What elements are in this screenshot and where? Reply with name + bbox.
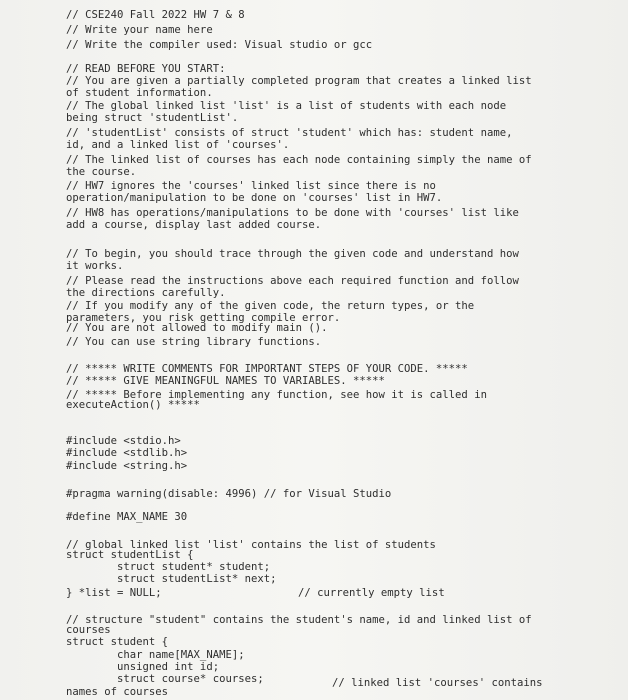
code-line: // HW8 has operations/manipulations to be done with 'courses' list like <box>66 207 519 219</box>
code-line: operation/manipulation to be done on 'courses' list in HW7. <box>66 192 443 204</box>
code-line: } *list = NULL; <box>66 587 162 599</box>
code-line: // ***** WRITE COMMENTS FOR IMPORTANT STEPS OF YOUR CODE. ***** <box>66 363 468 375</box>
code-line: executeAction() ***** <box>66 399 200 411</box>
code-line: courses <box>66 624 111 636</box>
code-line: parameters, you risk getting compile error. <box>66 312 341 324</box>
code-line: id, and a linked list of 'courses'. <box>66 139 290 151</box>
code-line: // You are given a partially completed program that creates a linked list <box>66 75 532 87</box>
code-line: // Please read the instructions above each required function and follow <box>66 275 519 287</box>
code-line: struct course* courses; <box>66 673 264 685</box>
code-line: #define MAX_NAME 30 <box>66 511 188 523</box>
code-line: struct studentList* next; <box>66 573 277 585</box>
code-line: // 'studentList' consists of struct 'student' which has: student name, <box>66 127 513 139</box>
code-line: // Write your name here <box>66 24 213 36</box>
code-line: // If you modify any of the given code, the return types, or the <box>66 300 475 312</box>
code-line: // To begin, you should trace through the given code and understand how <box>66 248 519 260</box>
code-line: #pragma warning(disable: 4996) // for Visual Studio <box>66 488 392 500</box>
code-line: // structure "student" contains the student's name, id and linked list of <box>66 614 532 626</box>
code-line: the course. <box>66 166 137 178</box>
code-line: // ***** Before implementing any function, see how it is called in <box>66 389 487 401</box>
code-line: // The global linked list 'list' is a list of students with each node <box>66 100 507 112</box>
code-line: // ***** GIVE MEANINGFUL NAMES TO VARIABLES. ***** <box>66 375 385 387</box>
code-line: of student information. <box>66 87 213 99</box>
code-line: #include <stdio.h> <box>66 435 181 447</box>
code-line: #include <stdlib.h> <box>66 447 188 459</box>
code-line: #include <string.h> <box>66 460 188 472</box>
code-line: being struct 'studentList'. <box>66 112 239 124</box>
code-line: // You can use string library functions. <box>66 336 322 348</box>
code-line: char name[MAX_NAME]; <box>66 649 245 661</box>
code-line: it works. <box>66 260 124 272</box>
code-line: the directions carefully. <box>66 287 226 299</box>
code-line: struct student { <box>66 636 169 648</box>
code-line: // CSE240 Fall 2022 HW 7 & 8 <box>66 9 245 21</box>
code-line: names of courses <box>66 686 169 698</box>
code-line: struct studentList { <box>66 549 194 561</box>
code-line: unsigned int id; <box>66 661 220 673</box>
code-line: // HW7 ignores the 'courses' linked list since there is no <box>66 180 436 192</box>
code-line: // You are not allowed to modify main (). <box>66 322 328 334</box>
code-line: // READ BEFORE YOU START: <box>66 63 226 75</box>
code-line: // Write the compiler used: Visual studio or gcc <box>66 39 373 51</box>
code-line: // The linked list of courses has each node containing simply the name of <box>66 154 532 166</box>
code-line: add a course, display last added course. <box>66 219 322 231</box>
code-line: struct student* student; <box>66 561 271 573</box>
code-line: // global linked list 'list' contains the list of students <box>66 539 436 551</box>
code-line-comment: // currently empty list <box>298 587 445 599</box>
code-line-comment: // linked list 'courses' contains <box>332 677 543 689</box>
